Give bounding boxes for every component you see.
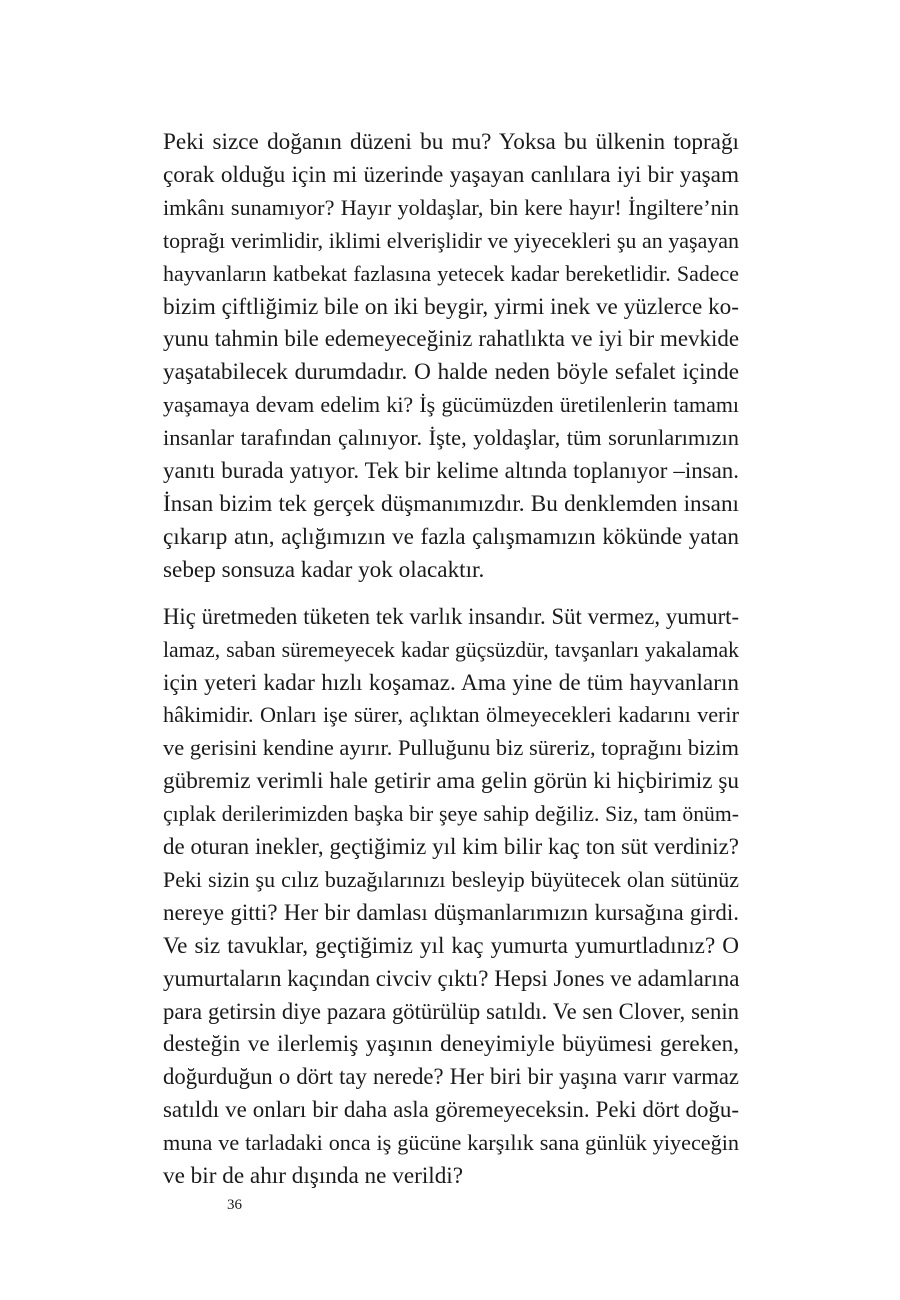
text-line: İnsan bizim tek gerçek düşmanımızdır. Bu denklemden insanı xyxy=(163,490,739,517)
text-line: çıkarıp atın, açlığımızın ve fazla çalışmamızın kökünde yatan xyxy=(163,523,739,550)
text-line: bizim çiftliğimiz bile on iki beygir, yirmi inek ve yüzlerce ko- xyxy=(163,293,739,320)
page-number: 36 xyxy=(227,1197,242,1213)
paragraph-2 xyxy=(163,601,739,1193)
text-line: ve gerisini kendine ayırır. Pulluğunu biz süreriz, toprağını bizim xyxy=(163,735,739,761)
text-line: çıplak derilerimizden başka bir şeye sahip değiliz. Siz, tam önüm- xyxy=(163,802,739,827)
text-line: Ve siz tavuklar, geçtiğimiz yıl kaç yumurta yumurtladınız? O xyxy=(163,932,739,959)
text-line: muna ve tarladaki onca iş gücüne karşılık sana günlük yiyeceğin xyxy=(163,1130,739,1156)
text-line: için yeteri kadar hızlı koşamaz. Ama yine de tüm hayvanların xyxy=(163,669,739,696)
text-line: hâkimidir. Onları işe sürer, açlıktan ölmeyecekleri kadarını verir xyxy=(163,702,739,728)
text-line: yunu tahmin bile edemeyeceğiniz rahatlıkta ve iyi bir mevkide xyxy=(163,326,739,352)
text-line: para getirsin diye pazara götürülüp satıldı. Ve sen Clover, senin xyxy=(163,998,739,1024)
text-line: yanıtı burada yatıyor. Tek bir kelime altında toplanıyor –insan. xyxy=(163,458,739,484)
text-line: de oturan inekler, geçtiğimiz yıl kim bilir kaç ton süt verdiniz? xyxy=(163,834,739,860)
text-line: çorak olduğu için mi üzerinde yaşayan canlılara iyi bir yaşam xyxy=(163,161,739,188)
text-line: yaşatabilecek durumdadır. O halde neden böyle sefalet içinde xyxy=(163,359,739,386)
text-line: imkânı sunamıyor? Hayır yoldaşlar, bin kere hayır! İngiltere’nin xyxy=(163,194,739,220)
text-line: satıldı ve onları bir daha asla göremeyeceksin. Peki dört doğu- xyxy=(163,1097,739,1123)
text-line: ve bir de ahır dışında ne verildi? xyxy=(163,1163,464,1190)
text-line: doğurduğun o dört tay nerede? Her biri bir yaşına varır varmaz xyxy=(163,1064,739,1090)
text-line: nereye gitti? Her bir damlası düşmanlarımızın kursağına girdi. xyxy=(163,899,739,925)
text-line: desteğin ve ilerlemiş yaşının deneyimiyle büyümesi gereken, xyxy=(163,1031,739,1058)
text-line: toprağı verimlidir, iklimi elverişlidir ve yiyecekleri şu an yaşayan xyxy=(163,227,739,253)
text-line: Peki sizce doğanın düzeni bu mu? Yoksa bu ülkenin toprağı xyxy=(163,129,739,155)
text-line: sebep sonsuza kadar yok olacaktır. xyxy=(163,556,485,583)
text-line: yaşamaya devam edelim ki? İş gücümüzden üretilenlerin tamamı xyxy=(163,392,739,418)
text-line: Peki sizin şu cılız buzağılarınızı besleyip büyütecek olan sütünüz xyxy=(163,866,739,892)
text-line: insanlar tarafından çalınıyor. İşte, yoldaşlar, tüm sorunlarımızın xyxy=(163,425,739,451)
text-line: Hiç üretmeden tüketen tek varlık insandır. Süt vermez, yumurt- xyxy=(163,603,739,629)
body-text xyxy=(163,126,739,1193)
text-line: yumurtaların kaçından civciv çıktı? Hepsi Jones ve adamlarına xyxy=(163,965,740,991)
text-line: hayvanların katbekat fazlasına yetecek kadar bereketlidir. Sadece xyxy=(163,260,739,286)
paragraph-1 xyxy=(163,126,739,587)
text-line: lamaz, saban süremeyecek kadar güçsüzdür, tavşanları yakalamak xyxy=(163,637,739,662)
text-line: gübremiz verimli hale getirir ama gelin görün ki hiçbirimiz şu xyxy=(163,768,739,795)
